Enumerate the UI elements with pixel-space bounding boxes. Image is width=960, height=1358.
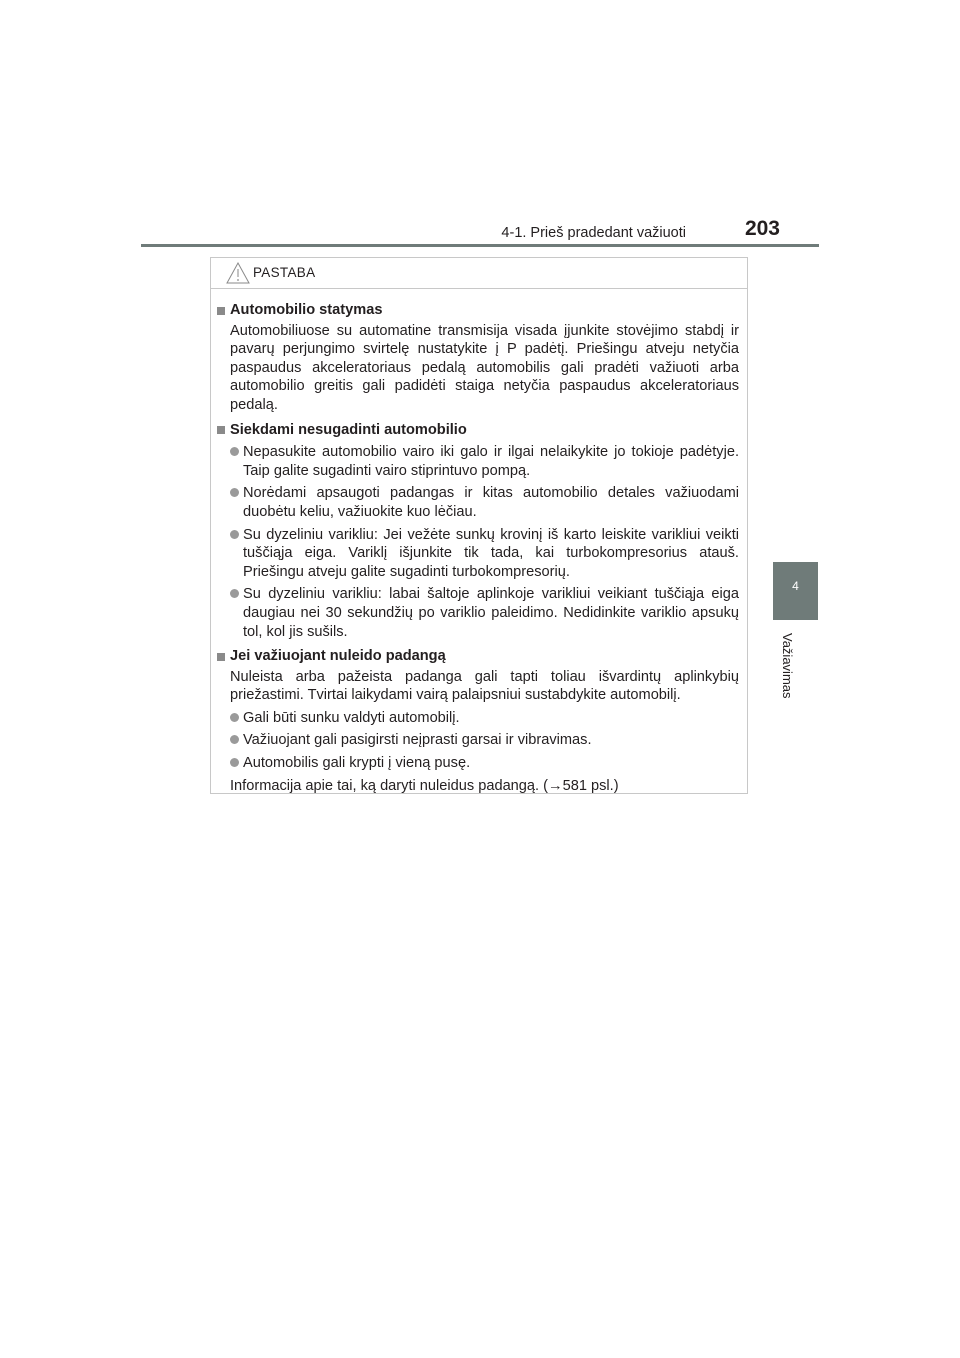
chapter-tab[interactable]: 4 <box>773 562 818 620</box>
notice-header <box>211 258 747 289</box>
chapter-label: Važiavimas <box>780 633 795 699</box>
section-heading-text: Jei važiuojant nuleido padangą <box>230 648 446 665</box>
section-paragraph: Automobiliuose su automatine transmisija visada įjunkite stovėjimo stabdį ir pavarų perjungimo svirtelę nustatykite į P padėtį. Priešingu atveju netyčia paspaudus akceleratoriaus pedalą automobilis gali pradėti važiuoti arba automobilio greitis gali padidėti staiga netyčia paspaudus akceleratoriaus pedalą. <box>230 322 739 413</box>
page-number: 203 <box>744 217 780 240</box>
notice-box <box>210 257 748 794</box>
list-item <box>230 709 739 728</box>
section-heading-text: Automobilio statymas <box>230 302 383 318</box>
list-item <box>230 484 739 521</box>
round-bullet-icon <box>230 530 239 539</box>
round-bullet-icon <box>230 447 239 456</box>
list-item <box>230 585 739 641</box>
section-heading-damage <box>217 421 739 440</box>
round-bullet-icon <box>230 735 239 744</box>
section-heading-parking <box>217 301 739 320</box>
list-item <box>230 443 739 480</box>
list-item-text: Automobilis gali krypti į vieną pusę. <box>243 755 471 772</box>
page-reference-link[interactable]: Informacija apie tai, ką daryti nuleidus padangą. (→581 psl.) <box>230 777 619 794</box>
list-item-text: Važiuojant gali pasigirsti neįprasti garsai ir vibravimas. <box>243 732 592 749</box>
list-item-text: Gali būti sunku valdyti automobilį. <box>243 709 460 726</box>
list-item-text: Su dyzeliniu varikliu: Jei vežėte sunkų krovinį iš karto leiskite varikliui veikti tuščiąja eiga. Variklį išjunkite tik tada, kai turbokompresorius atauš. Priešingu atveju galite sugadinti turbokompresorių. <box>243 526 739 580</box>
square-bullet-icon <box>217 653 225 661</box>
header-divider <box>141 244 819 247</box>
square-bullet-icon <box>217 426 225 434</box>
list-item-text: Norėdami apsaugoti padangas ir kitas automobilio detales važiuodami duobėtu keliu, važiuokite kuo lėčiau. <box>243 485 739 520</box>
section-heading-flat-tire <box>217 647 739 666</box>
list-item <box>230 526 739 582</box>
round-bullet-icon <box>230 488 239 497</box>
round-bullet-icon <box>230 758 239 767</box>
list-item <box>230 731 739 750</box>
warning-triangle-icon <box>226 262 250 284</box>
round-bullet-icon <box>230 713 239 722</box>
notice-body <box>211 289 747 795</box>
section-heading-text: Siekdami nesugadinti automobilio <box>230 421 467 438</box>
section-title: 4-1. Prieš pradedant važiuoti <box>501 225 686 241</box>
section-paragraph: Nuleista arba pažeista padanga gali tapti toliau išvardintų aplinkybių priežastimi. Tvirtai laikydami vairą palaipsniui sustabdykite automobilį. <box>230 668 739 704</box>
list-item-text: Nepasukite automobilio vairo iki galo ir ilgai nelaikykite jo tokioje padėtyje. Taip galite sugadinti vairo stiprintuvo pompą. <box>243 444 739 479</box>
round-bullet-icon <box>230 589 239 598</box>
list-item <box>230 754 739 773</box>
notice-title: PASTABA <box>253 265 316 280</box>
square-bullet-icon <box>217 307 225 315</box>
list-item-text: Su dyzeliniu varikliu: labai šaltoje aplinkoje varikliui veikiant tuščiąja eiga daugiau nei 30 sekundžių po variklio paleidimo. Nedidinkite variklio apsukų tol, kol jis sušils. <box>243 586 739 640</box>
